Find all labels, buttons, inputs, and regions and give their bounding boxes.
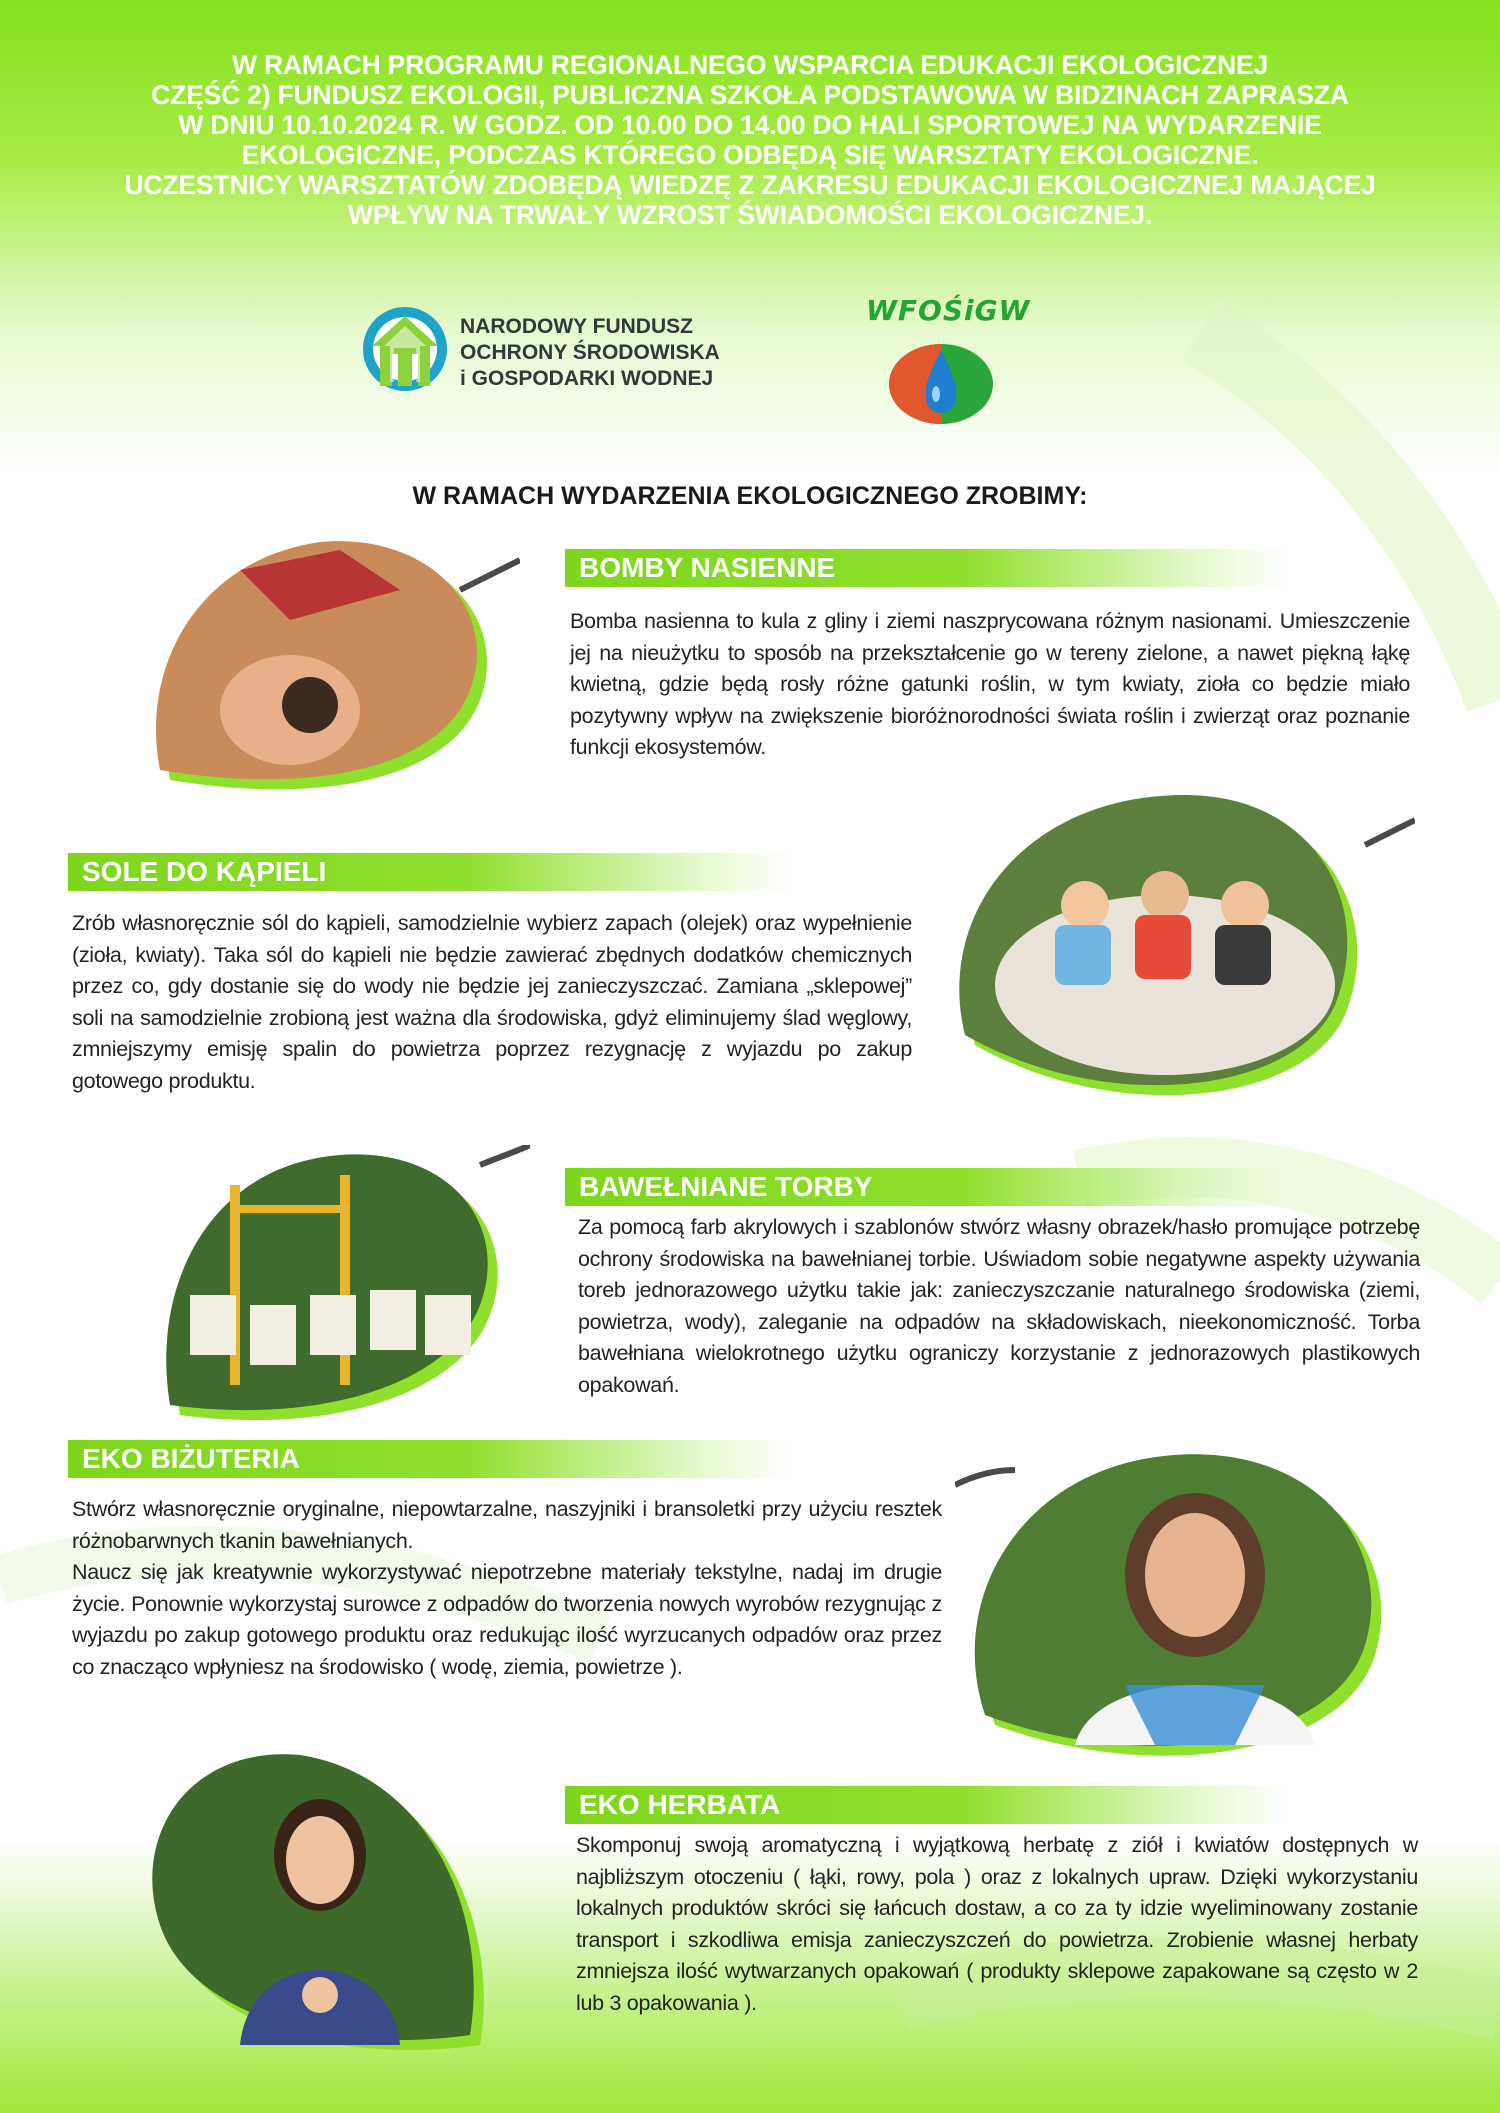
header-line: EKOLOGICZNE, PODCZAS KTÓREGO ODBĘDĄ SIĘ WARSZTATY EKOLOGICZNE. [241, 140, 1259, 170]
leaf-photo-cotton-bags [160, 1145, 530, 1425]
nfos-logo [360, 300, 740, 400]
section-text-sole: Zrób własnoręcznie sól do kąpieli, samodzielnie wybierz zapach (olejek) oraz wypełnienie (zioła, kwiaty). Taka sól do kąpieli nie będzie zawierać zbędnych dodatków chemicznych przez co, gdy dostanie się do wody nie będzie jej zanieczyszczać. Zamiana „sklepowej” soli na samodzielnie zrobioną jest ważna dla środowiska, gdyż eliminujemy ślad węglowy, zmniejszymy emisję spalin do powietrza poprzez rezygnację z wyjazdu po zakup gotowego produktu. [72, 911, 912, 1093]
leaf-photo-eco-tea [140, 1745, 500, 2065]
section-title-bomby: BOMBY NASIENNE [565, 549, 1285, 587]
header-line: WPŁYW NA TRWAŁY WZROST ŚWIADOMOŚCI EKOLOGICZNEJ. [347, 200, 1153, 230]
wfos-logo-text: WFOŚiGW [866, 294, 1031, 327]
section-title-bizuteria: EKO BIŻUTERIA [68, 1440, 788, 1478]
section-subtitle: W RAMACH WYDARZENIA EKOLOGICZNEGO ZROBIMY: [412, 482, 1088, 510]
leaf-photo-eco-jewelry [955, 1445, 1415, 1775]
section-text-herbata: Skomponuj swoją aromatyczną i wyjątkową herbatę z ziół i kwiatów dostępnych w najbliższym otoczeniu ( łąki, rowy, pola ) oraz z lokalnych upraw. Dzięki wykorzystaniu lokalnych produktów skróci się łańcuch dostaw, a co za ty idzie wyeliminowany zostanie transport i szkodliwa emisja zanieczyszczeń do powietrza. Zrobienie własnej herbaty zmniejsza ilość wytwarzanych opakowań ( produkty sklepowe zapakowane są często w 2 lub 3 opakowania ). [576, 1833, 1418, 2015]
header-line: CZĘŚĆ 2) FUNDUSZ EKOLOGII, PUBLICZNA SZKOŁA PODSTAWOWA W BIDZINACH ZAPRASZA [151, 80, 1349, 110]
wfos-logo [860, 290, 1031, 430]
section-title-torby: BAWEŁNIANE TORBY [565, 1168, 1285, 1206]
leaf-photo-seed-bomb [140, 530, 520, 810]
section-title-sole: SOLE DO KĄPIELI [68, 853, 788, 891]
section-text-torby: Za pomocą farb akrylowych i szablonów stwórz własny obrazek/hasło promujące potrzebę ochrony środowiska na bawełnianej torbie. Uświadom sobie negatywne aspekty używania toreb jednorazowego użytku takie jak: zanieczyszczanie naturalnego środowiska (ziemi, powietrza, wody), zaleganie na odpadów na składowiskach, nieekonomiczność. Torba bawełniana wielokrotnego użytku ograniczy korzystanie z jednorazowych plastikowych opakowań. [578, 1215, 1420, 1397]
section-text-bizuteria-1: Stwórz własnoręcznie oryginalne, niepowtarzalne, naszyjniki i bransoletki przy użyciu resztek różnobarwnych tkanin bawełnianych. [72, 1497, 942, 1553]
header-line: W DNIU 10.10.2024 R. W GODZ. OD 10.00 DO 14.00 DO HALI SPORTOWEJ NA WYDARZENIE [178, 110, 1322, 140]
section-text-bizuteria-2: Naucz się jak kreatywnie wykorzystywać niepotrzebne materiały tekstylne, nadaj im drugie życie. Ponownie wykorzystaj surowce z odpadów do tworzenia nowych wyrobów rezygnując z wyjazdu po zakup gotowego produktu oraz redukując ilość wyrzucanych odpadów oraz przez co znacząco wpłyniesz na środowisko ( wodę, ziemia, powietrze ). [72, 1560, 942, 1679]
section-title-herbata: EKO HERBATA [565, 1786, 1285, 1824]
nfos-line: OCHRONY ŚRODOWISKA [460, 341, 720, 364]
leaf-photo-bath-salts [945, 785, 1415, 1125]
header-line: UCZESTNICY WARSZTATÓW ZDOBĘDĄ WIEDZĘ Z ZAKRESU EDUKACJI EKOLOGICZNEJ MAJĄCEJ [124, 170, 1376, 200]
announcement-header [40, 50, 1460, 230]
nfos-line: i GOSPODARKI WODNEJ [460, 367, 714, 390]
nfos-logo-icon [360, 304, 450, 394]
nfos-line: NARODOWY FUNDUSZ [460, 315, 693, 338]
section-text-bomby: Bomba nasienna to kula z gliny i ziemi naszprycowana różnym nasionami. Umieszczenie jej na nieużytku to sposób na przekształcenie go w tereny zielone, a nawet piękną łąkę kwietną, gdzie będą rosły różne gatunki roślin, w tym kwiaty, zioła co będzie miało pozytywny wpływ na zwiększenie bioróżnorodności świata roślin i zwierząt oraz poznanie funkcji ekosystemów. [570, 609, 1410, 759]
wfos-drop-logo-icon [886, 336, 996, 426]
header-line: W RAMACH PROGRAMU REGIONALNEGO WSPARCIA EDUKACJI EKOLOGICZNEJ [231, 50, 1269, 80]
